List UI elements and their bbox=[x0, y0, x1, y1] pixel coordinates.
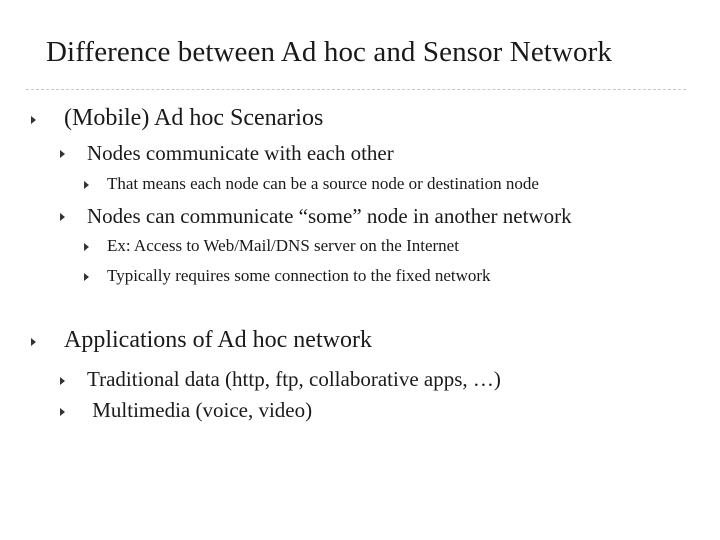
triangle-bullet-icon bbox=[60, 377, 65, 385]
title-divider bbox=[26, 89, 686, 90]
slide-title: Difference between Ad hoc and Sensor Network bbox=[46, 36, 612, 68]
bullet-level-2: Nodes communicate with each other bbox=[87, 141, 394, 165]
bullet-level-3: That means each node can be a source node or destination node bbox=[107, 174, 539, 193]
bullet-level-3: Typically requires some connection to the fixed network bbox=[107, 266, 491, 285]
triangle-bullet-icon bbox=[60, 150, 65, 158]
triangle-bullet-icon bbox=[84, 273, 89, 281]
triangle-bullet-icon bbox=[60, 408, 65, 416]
triangle-bullet-icon bbox=[31, 116, 36, 124]
bullet-level-1: (Mobile) Ad hoc Scenarios bbox=[64, 105, 324, 131]
bullet-level-2: Nodes can communicate “some” node in another network bbox=[87, 204, 572, 228]
bullet-level-3: Ex: Access to Web/Mail/DNS server on the Internet bbox=[107, 236, 459, 255]
bullet-level-2: Traditional data (http, ftp, collaborative apps, …) bbox=[87, 367, 501, 391]
triangle-bullet-icon bbox=[31, 338, 36, 346]
triangle-bullet-icon bbox=[60, 213, 65, 221]
triangle-bullet-icon bbox=[84, 181, 89, 189]
bullet-level-1: Applications of Ad hoc network bbox=[64, 327, 372, 353]
bullet-level-2: Multimedia (voice, video) bbox=[87, 398, 313, 422]
triangle-bullet-icon bbox=[84, 243, 89, 251]
